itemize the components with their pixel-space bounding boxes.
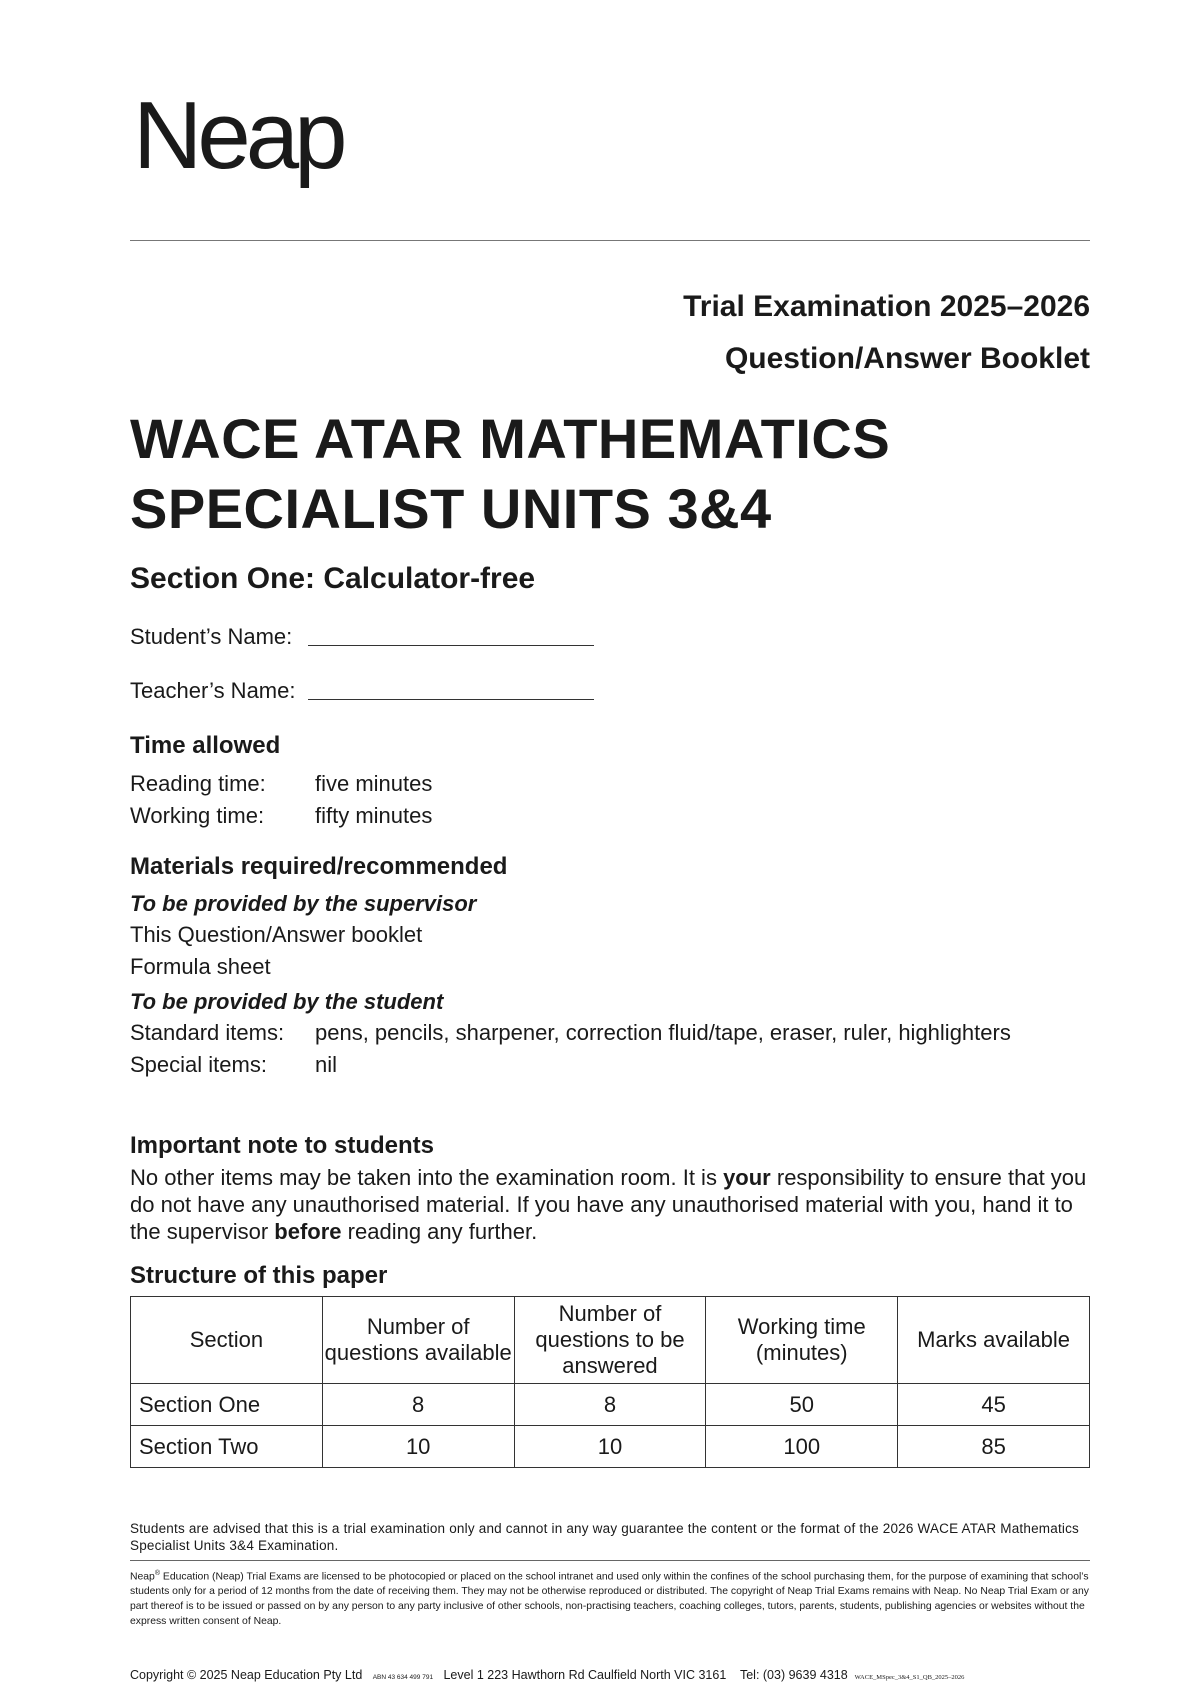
booklet-type: Question/Answer Booklet — [724, 342, 1090, 375]
licence-body: Education (Neap) Trial Exams are licensed to be photocopied or placed on the school intranet and used only within the confines of the school purchasing them, for the purpose of examining that school’s students only for a period of 12 months from the date of receiving them. They may not be otherwise reproduced or distributed. The copyright of Neap Trial Exams remains with Neap. No Neap Trial Exam or any part thereof is to be issued or passed on by any person to any party inclusive of other schools, non-practising teachers, coaching colleges, tutors, parents, students, publishing agencies or websites without the express written consent of Neap. — [130, 1571, 1089, 1628]
reading-time-value: five minutes — [315, 771, 433, 796]
supervisor-heading: To be provided by the supervisor — [130, 891, 477, 916]
note-text-part: No other items may be taken into the examination room. It is — [130, 1165, 724, 1190]
table-cell: 85 — [898, 1426, 1090, 1468]
materials-heading: Materials required/recommended — [130, 853, 508, 880]
note-heading: Important note to students — [130, 1132, 434, 1159]
structure-heading: Structure of this paper — [130, 1262, 388, 1289]
header-divider — [130, 240, 1090, 241]
teacher-name-field[interactable] — [308, 699, 594, 700]
note-emphasis-before: before — [274, 1219, 342, 1244]
student-name-label: Student’s Name: — [130, 624, 293, 649]
footer — [130, 1668, 1090, 1682]
licence-neap: Neap — [130, 1571, 155, 1583]
time-allowed-block — [130, 732, 432, 832]
note-heading-wrap — [130, 1132, 434, 1160]
note-text-part: reading any further. — [341, 1219, 538, 1244]
footer-code: WACE_MSpec_3&4_S1_QB_2025–2026 — [854, 1674, 965, 1681]
standard-items-value: pens, pencils, sharpener, correction fluid/tape, eraser, ruler, highlighters — [315, 1020, 1011, 1045]
table-row — [131, 1384, 1090, 1426]
table-cell: 45 — [898, 1384, 1090, 1426]
section-heading: Section One: Calculator-free — [130, 562, 536, 595]
student-heading: To be provided by the student — [130, 989, 444, 1014]
reading-time-label: Reading time: — [130, 771, 266, 796]
col-header-answered: Number of questions to be answered — [514, 1297, 706, 1384]
col-header-working-time: Working time (minutes) — [706, 1297, 898, 1384]
note-emphasis-your: your — [723, 1165, 771, 1190]
structure-table — [130, 1296, 1090, 1468]
table-cell: 8 — [322, 1384, 514, 1426]
table-cell: 100 — [706, 1426, 898, 1468]
licence-text — [130, 1566, 1092, 1629]
standard-items-label: Standard items: — [130, 1020, 285, 1045]
exam-title: Trial Examination 2025–2026 — [683, 290, 1090, 323]
disclaimer: Students are advised that this is a trial examination only and cannot in any way guarantee the content or the format of the 2026 WACE ATAR Mathematics Specialist Units 3&4 Examination. — [130, 1521, 1080, 1553]
special-items-row — [130, 1049, 1090, 1081]
note-text — [130, 1164, 1090, 1245]
table-cell: 10 — [514, 1426, 706, 1468]
supervisor-item: This Question/Answer booklet — [130, 922, 423, 947]
col-header-available: Number of questions available — [322, 1297, 514, 1384]
table-cell: 10 — [322, 1426, 514, 1468]
table-cell: 50 — [706, 1384, 898, 1426]
standard-items-row — [130, 1017, 1090, 1049]
neap-logo: Neap — [133, 82, 343, 189]
materials-block — [130, 853, 1090, 1081]
special-items-label: Special items: — [130, 1052, 267, 1077]
footer-abn: ABN 43 634 499 791 — [372, 1674, 434, 1681]
supervisor-item: Formula sheet — [130, 954, 271, 979]
table-row — [131, 1426, 1090, 1468]
note-text-part: responsibility to ensure that you do not have any unauthorised material. If you have any unauthorised material with you, hand it to the supervisor — [130, 1165, 1087, 1244]
student-name-field[interactable] — [308, 645, 594, 646]
col-header-marks: Marks available — [898, 1297, 1090, 1384]
col-header-section: Section — [131, 1297, 323, 1384]
working-time-label: Working time: — [130, 803, 265, 828]
special-items-value: nil — [315, 1052, 338, 1077]
table-cell: Section Two — [131, 1426, 323, 1468]
structure-heading-wrap — [130, 1262, 387, 1290]
reading-time-row — [130, 768, 432, 800]
subject-title-line1: WACE ATAR MATHEMATICS — [130, 407, 891, 470]
subject-title — [130, 404, 890, 544]
footer-divider — [130, 1560, 1090, 1561]
working-time-value: fifty minutes — [315, 803, 433, 828]
footer-tel: Tel: (03) 9639 4318 — [739, 1668, 848, 1682]
table-header-row — [131, 1297, 1090, 1384]
footer-address: Level 1 223 Hawthorn Rd Caulfield North VIC 3161 — [443, 1668, 727, 1682]
table-cell: Section One — [131, 1384, 323, 1426]
subject-title-line2: SPECIALIST UNITS 3&4 — [130, 477, 772, 540]
working-time-row — [130, 800, 432, 832]
registered-mark: ® — [154, 1570, 161, 1577]
footer-copyright: Copyright © 2025 Neap Education Pty Ltd — [130, 1668, 363, 1682]
time-allowed-heading: Time allowed — [130, 732, 281, 759]
teacher-name-label: Teacher’s Name: — [130, 678, 296, 703]
table-cell: 8 — [514, 1384, 706, 1426]
